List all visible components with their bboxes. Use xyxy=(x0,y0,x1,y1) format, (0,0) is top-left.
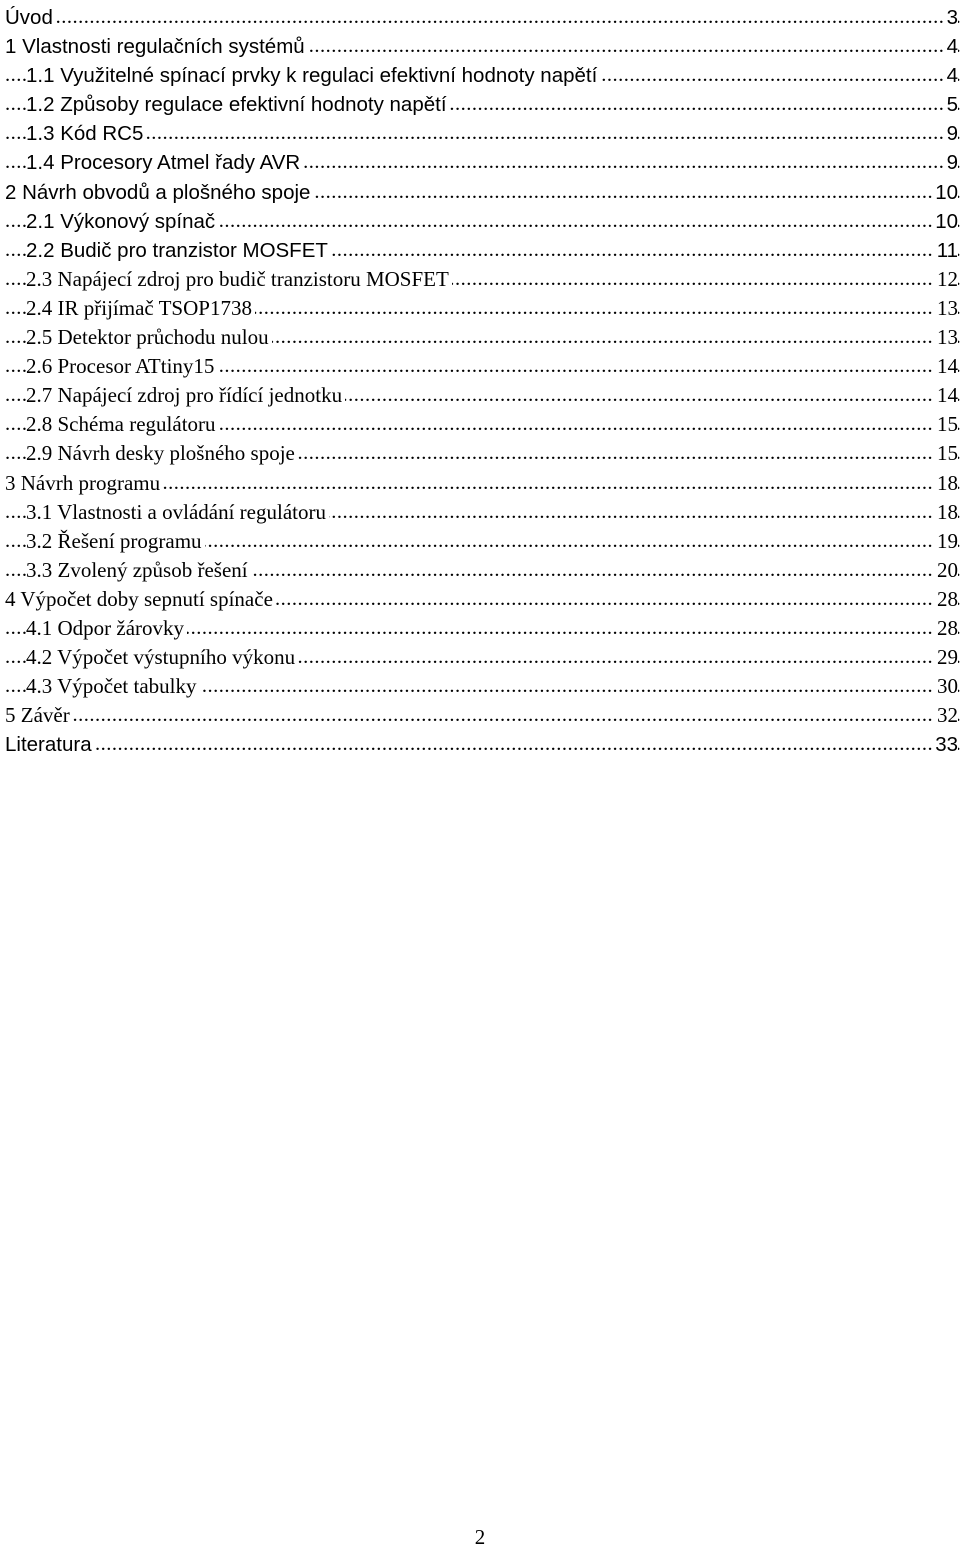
toc-entry-page: 5 xyxy=(944,90,958,119)
toc-entry-label: 1.3 Kód RC5 xyxy=(26,119,146,148)
toc-entry-label: 5 Závěr xyxy=(5,701,73,730)
toc-entry-label: 2.3 Napájecí zdroj pro budič tranzistoru MOSFET xyxy=(26,265,452,294)
toc-entry-label: 2.2 Budič pro tranzistor MOSFET xyxy=(26,236,331,265)
toc-entry-page: 19 xyxy=(934,527,958,556)
toc-entry-label: 2.4 IR přijímač TSOP1738 xyxy=(26,294,255,323)
toc-entry-label: Úvod xyxy=(5,3,56,32)
toc-entry-page: 14 xyxy=(934,381,958,410)
toc-entry-page: 33 xyxy=(932,730,958,759)
toc-entry[interactable] xyxy=(0,61,960,90)
toc-entry[interactable] xyxy=(0,236,960,265)
toc-entry-page: 28 xyxy=(934,614,958,643)
toc-entry-label: 4.1 Odpor žárovky xyxy=(26,614,187,643)
toc-entry[interactable] xyxy=(0,614,960,643)
toc-entry[interactable] xyxy=(0,352,960,381)
toc-entry[interactable] xyxy=(0,643,960,672)
toc-entry-label: 1.4 Procesory Atmel řady AVR xyxy=(26,148,303,177)
toc-dot-leader xyxy=(5,730,960,759)
toc-dot-leader xyxy=(5,119,960,148)
toc-entry[interactable] xyxy=(0,469,960,498)
toc-entry-label: 4 Výpočet doby sepnutí spínače xyxy=(5,585,276,614)
toc-entry[interactable] xyxy=(0,381,960,410)
toc-entry[interactable] xyxy=(0,265,960,294)
toc-entry-page: 15 xyxy=(934,439,958,468)
toc-entry[interactable] xyxy=(0,527,960,556)
toc-entry-label: 2.7 Napájecí zdroj pro řídící jednotku xyxy=(26,381,345,410)
toc-entry-page: 29 xyxy=(934,643,958,672)
toc-entry-page: 18 xyxy=(934,469,958,498)
toc-entry-page: 15 xyxy=(934,410,958,439)
toc-entry[interactable] xyxy=(0,556,960,585)
toc-entry-page: 13 xyxy=(934,294,958,323)
toc-entry-page: 28 xyxy=(934,585,958,614)
toc-entry[interactable] xyxy=(0,498,960,527)
toc-entry-label: 2 Návrh obvodů a plošného spoje xyxy=(5,178,313,207)
toc-entry-label: 4.2 Výpočet výstupního výkonu xyxy=(26,643,298,672)
toc-entry[interactable] xyxy=(0,148,960,177)
toc-entry-label: 1 Vlastnosti regulačních systémů xyxy=(5,32,308,61)
toc-entry-label: 2.6 Procesor ATtiny15 xyxy=(26,352,217,381)
toc-entry-label: 3 Návrh programu xyxy=(5,469,163,498)
toc-entry-page: 10 xyxy=(932,178,958,207)
toc-entry[interactable] xyxy=(0,90,960,119)
toc-entry[interactable] xyxy=(0,410,960,439)
toc-entry[interactable] xyxy=(0,701,960,730)
toc-entry-page: 18 xyxy=(934,498,958,527)
toc-entry-page: 13 xyxy=(934,323,958,352)
toc-entry[interactable] xyxy=(0,439,960,468)
toc-entry-page: 4 xyxy=(944,32,958,61)
toc-entry-page: 32 xyxy=(934,701,958,730)
page-number: 2 xyxy=(474,1525,486,1549)
toc-entry-label: 3.2 Řešení programu xyxy=(26,527,205,556)
toc-entry[interactable] xyxy=(0,207,960,236)
toc-entry-label: 2.1 Výkonový spínač xyxy=(26,207,218,236)
toc-entry-page: 4 xyxy=(944,61,958,90)
toc-entry[interactable] xyxy=(0,294,960,323)
toc-entry[interactable] xyxy=(0,323,960,352)
toc-entry-label: 1.1 Využitelné spínací prvky k regulaci efektivní hodnoty napětí xyxy=(26,61,600,90)
toc-dot-leader xyxy=(5,701,960,730)
toc-entry[interactable] xyxy=(0,672,960,701)
toc-entry-page: 10 xyxy=(932,207,958,236)
toc-entry-label: 1.2 Způsoby regulace efektivní hodnoty napětí xyxy=(26,90,450,119)
toc-entry-label: 3.3 Zvolený způsob řešení xyxy=(26,556,251,585)
toc-entry-page: 20 xyxy=(934,556,958,585)
toc-entry-page: 12 xyxy=(934,265,958,294)
toc-entry-page: 3 xyxy=(944,3,958,32)
toc-entry[interactable] xyxy=(0,178,960,207)
toc-entry-label: 2.9 Návrh desky plošného spoje xyxy=(26,439,298,468)
toc-entry-page: 30 xyxy=(934,672,958,701)
toc-entry-label: 3.1 Vlastnosti a ovládání regulátoru xyxy=(26,498,329,527)
toc-entry-page: 14 xyxy=(934,352,958,381)
toc-entry-label: Literatura xyxy=(5,730,95,759)
toc-entry[interactable] xyxy=(0,119,960,148)
toc-dot-leader xyxy=(5,3,960,32)
toc-entry[interactable] xyxy=(0,3,960,32)
toc-entry-label: 2.5 Detektor průchodu nulou xyxy=(26,323,272,352)
toc-entry-page: 11 xyxy=(934,236,958,265)
toc-entry-label: 2.8 Schéma regulátoru xyxy=(26,410,219,439)
toc-entry-page: 9 xyxy=(944,119,958,148)
toc-entry[interactable] xyxy=(0,32,960,61)
toc-entry-page: 9 xyxy=(944,148,958,177)
toc-entry[interactable] xyxy=(0,730,960,759)
toc-entry-label: 4.3 Výpočet tabulky xyxy=(26,672,200,701)
table-of-contents xyxy=(0,3,960,759)
toc-entry[interactable] xyxy=(0,585,960,614)
